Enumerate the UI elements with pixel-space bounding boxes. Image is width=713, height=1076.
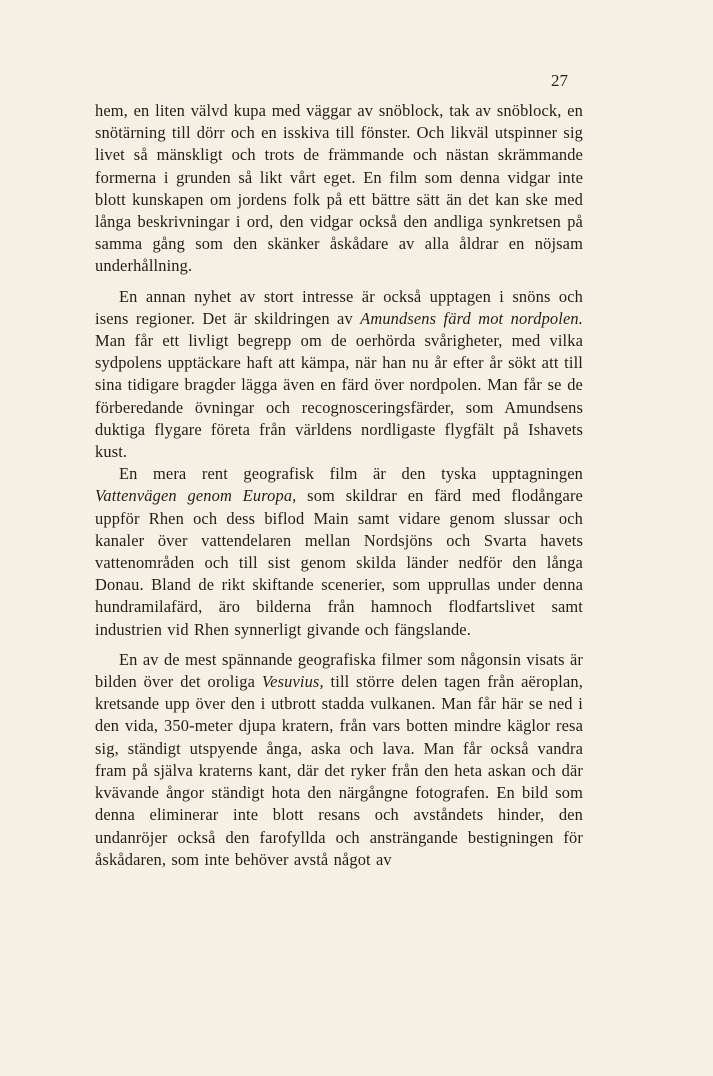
paragraph-1 (95, 100, 583, 278)
paragraph-4-text-a: En av de mest spännande geografiska filmer som någonsin visats är bilden över det oroliga (95, 649, 583, 692)
film-title-vattenvagen: Vattenvägen genom Europa, (95, 486, 297, 506)
paragraph-2 (95, 286, 583, 464)
film-title-vesuvius: Vesuvius, (261, 672, 324, 692)
film-title-amundsen: Amundsens färd mot nordpolen. (360, 308, 583, 328)
paragraph-3-text-a: En mera rent geografisk film är den tyska upptagningen (119, 464, 583, 484)
page-number: 27 (551, 71, 568, 90)
paragraph-2-text-a: En annan nyhet av stort intresse är också upptagen i snöns och isens regioner. Det är skildringen av (95, 286, 583, 328)
paragraph-3-text-b: som skildrar en färd med flodångare uppför Rhen och dess biflod Main samt vidare genom slussar och kanaler över vattendelaren mellan Nordsjöns och Svarta havets vattenområden och till sist genom skilda länder nedför den långa Donau. Bland de rikt skiftande scenerier, som upprullas under denna hundramilafärd, äro bilderna från hamnoch flodfartslivet samt industrien vid Rhen synnerligt givande och fängslande. (95, 486, 583, 639)
paragraph-3 (95, 463, 583, 641)
paragraph-2-text-b: Man får ett livligt begrepp om de oerhörda svårigheter, med vilka sydpolens upptäckare haft att kämpa, när han nu år efter år sökt att till sina tidigare bragder lägga även en färd över nordpolen. Man får se de förberedande övningar och recognosceringsfärder, som Amundsens duktiga flygare företa från världens nordligaste flygfält på Ishavets kust. (95, 331, 583, 462)
body-text (95, 100, 583, 871)
paragraph-4 (95, 649, 583, 871)
paragraph-4-text-b: till större delen tagen från aëroplan, kretsande upp över den i utbrott stadda vulkanen. Man får här se ned i den vida, 350-meter djupa kratern, från vars botten mindre käglor resa sig, ständigt utspyende ånga, aska och lava. Man får också vandra fram på själva kraterns kant, där det ryker från den heta askan och där kvävande ångor ständigt hota den närgångne fotografen. En bild som denna eliminerar inte blott resans och avståndets hinder, den undanröjer också den farofyllda och ansträngande bestigningen för åskådaren, som inte behöver avstå något av (95, 672, 583, 869)
paragraph-1-text: hem, en liten välvd kupa med väggar av snöblock, tak av snöblock, en snötärning till dörr och en isskiva till fönster. Och likväl utspinner sig livet så mänskligt och trots de främmande och nästan skrämmande formerna i grunden så likt vårt eget. En film som denna vidgar inte blott kunskapen om jordens folk på ett bättre sätt än det kan ske med långa beskrivningar i ord, den vidgar också den andliga synkretsen på samma gång som den skänker åskådare av alla åldrar en nöjsam underhållning. (95, 101, 583, 276)
